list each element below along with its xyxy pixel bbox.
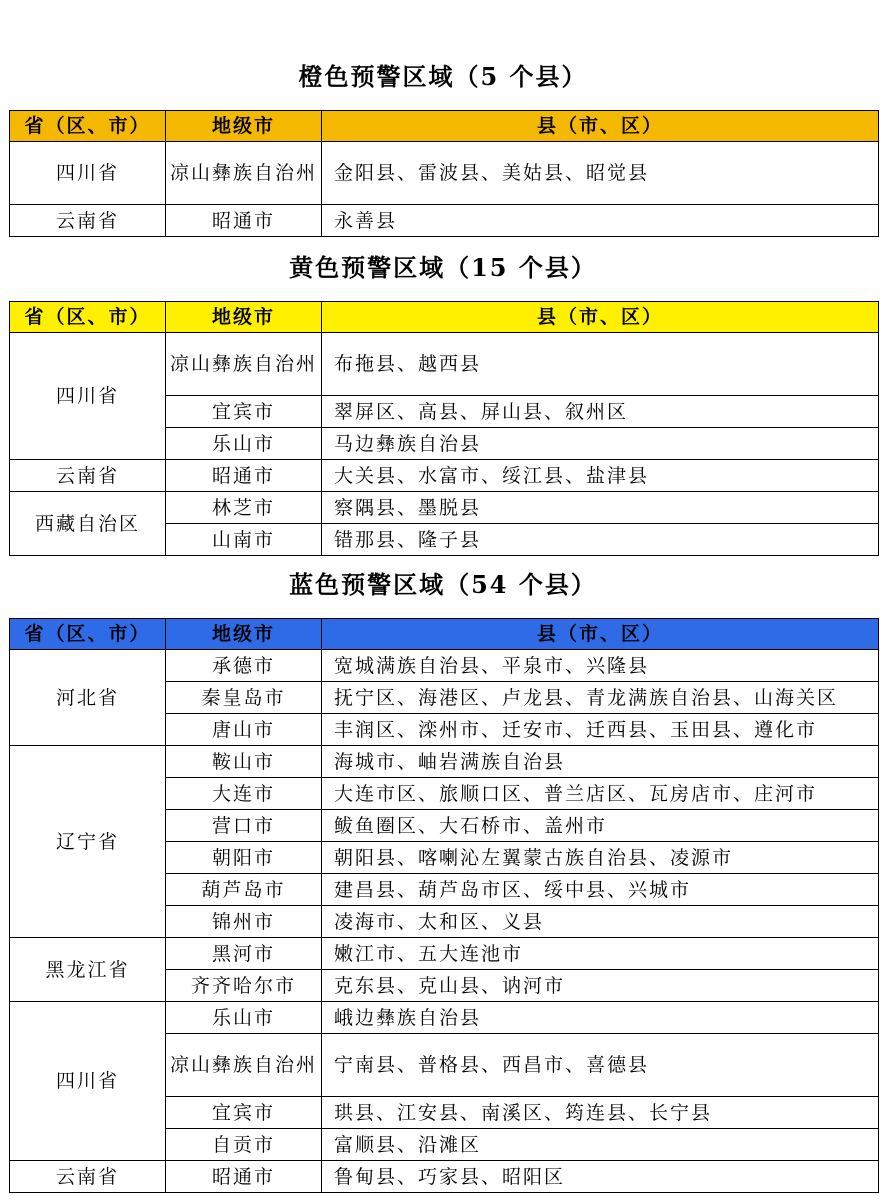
county-cell: 永善县 (322, 205, 879, 237)
province-cell: 云南省 (10, 205, 166, 237)
county-cell: 朝阳县、喀喇沁左翼蒙古族自治县、凌源市 (322, 842, 879, 874)
province-cell: 四川省 (10, 1002, 166, 1161)
province-cell: 四川省 (10, 333, 166, 460)
city-cell: 大连市 (166, 778, 322, 810)
table-row (10, 333, 879, 396)
table-header-row (10, 111, 879, 142)
header-province: 省（区、市） (10, 619, 166, 650)
table-row (10, 746, 879, 778)
county-cell: 海城市、岫岩满族自治县 (322, 746, 879, 778)
county-cell: 大连市区、旅顺口区、普兰店区、瓦房店市、庄河市 (322, 778, 879, 810)
blue-section-title: 蓝色预警区域（54 个县） (289, 570, 597, 599)
table-row (10, 1161, 879, 1193)
county-cell: 克东县、克山县、讷河市 (322, 970, 879, 1002)
province-cell: 四川省 (10, 142, 166, 205)
header-county: 县（市、区） (322, 619, 879, 650)
county-cell: 察隅县、墨脱县 (322, 492, 879, 524)
table-row (10, 460, 879, 492)
city-cell: 宜宾市 (166, 1097, 322, 1129)
city-cell: 秦皇岛市 (166, 682, 322, 714)
city-cell: 乐山市 (166, 428, 322, 460)
header-province: 省（区、市） (10, 302, 166, 333)
province-cell: 黑龙江省 (10, 938, 166, 1002)
city-cell: 承德市 (166, 650, 322, 682)
county-cell: 马边彝族自治县 (322, 428, 879, 460)
header-county: 县（市、区） (322, 302, 879, 333)
province-cell: 西藏自治区 (10, 492, 166, 556)
province-cell: 辽宁省 (10, 746, 166, 938)
city-cell: 唐山市 (166, 714, 322, 746)
table-row (10, 492, 879, 524)
header-county: 县（市、区） (322, 111, 879, 142)
city-cell: 林芝市 (166, 492, 322, 524)
city-cell: 乐山市 (166, 1002, 322, 1034)
city-cell: 鞍山市 (166, 746, 322, 778)
city-cell: 昭通市 (166, 460, 322, 492)
city-cell: 凉山彝族自治州 (166, 333, 322, 396)
county-cell: 错那县、隆子县 (322, 524, 879, 556)
city-cell: 营口市 (166, 810, 322, 842)
city-cell: 黑河市 (166, 938, 322, 970)
table-row (10, 142, 879, 205)
county-cell: 富顺县、沿滩区 (322, 1129, 879, 1161)
county-cell: 鲁甸县、巧家县、昭阳区 (322, 1161, 879, 1193)
county-cell: 珙县、江安县、南溪区、筠连县、长宁县 (322, 1097, 879, 1129)
city-cell: 朝阳市 (166, 842, 322, 874)
county-cell: 金阳县、雷波县、美姑县、昭觉县 (322, 142, 879, 205)
city-cell: 凉山彝族自治州 (166, 1034, 322, 1097)
county-cell: 宽城满族自治县、平泉市、兴隆县 (322, 650, 879, 682)
county-cell: 丰润区、滦州市、迁安市、迁西县、玉田县、遵化市 (322, 714, 879, 746)
county-cell: 布拖县、越西县 (322, 333, 879, 396)
county-cell: 嫩江市、五大连池市 (322, 938, 879, 970)
county-cell: 抚宁区、海港区、卢龙县、青龙满族自治县、山海关区 (322, 682, 879, 714)
province-cell: 云南省 (10, 460, 166, 492)
header-city: 地级市 (166, 302, 322, 333)
yellow-section-title: 黄色预警区域（15 个县） (289, 253, 597, 282)
header-province: 省（区、市） (10, 111, 166, 142)
orange-warning-table (9, 110, 879, 237)
city-cell: 昭通市 (166, 1161, 322, 1193)
city-cell: 齐齐哈尔市 (166, 970, 322, 1002)
table-row (10, 1002, 879, 1034)
yellow-warning-table (9, 301, 879, 556)
county-cell: 宁南县、普格县、西昌市、喜德县 (322, 1034, 879, 1097)
county-cell: 峨边彝族自治县 (322, 1002, 879, 1034)
county-cell: 建昌县、葫芦岛市区、绥中县、兴城市 (322, 874, 879, 906)
header-city: 地级市 (166, 619, 322, 650)
province-cell: 云南省 (10, 1161, 166, 1193)
county-cell: 大关县、水富市、绥江县、盐津县 (322, 460, 879, 492)
city-cell: 山南市 (166, 524, 322, 556)
city-cell: 昭通市 (166, 205, 322, 237)
city-cell: 宜宾市 (166, 396, 322, 428)
table-header-row (10, 302, 879, 333)
province-cell: 河北省 (10, 650, 166, 746)
table-row (10, 650, 879, 682)
city-cell: 葫芦岛市 (166, 874, 322, 906)
county-cell: 鲅鱼圈区、大石桥市、盖州市 (322, 810, 879, 842)
city-cell: 自贡市 (166, 1129, 322, 1161)
city-cell: 凉山彝族自治州 (166, 142, 322, 205)
county-cell: 凌海市、太和区、义县 (322, 906, 879, 938)
county-cell: 翠屏区、高县、屏山县、叙州区 (322, 396, 879, 428)
orange-section-title: 橙色预警区域（5 个县） (298, 62, 588, 91)
city-cell: 锦州市 (166, 906, 322, 938)
blue-warning-table (9, 618, 879, 1193)
table-row (10, 938, 879, 970)
header-city: 地级市 (166, 111, 322, 142)
table-header-row (10, 619, 879, 650)
table-row (10, 205, 879, 237)
